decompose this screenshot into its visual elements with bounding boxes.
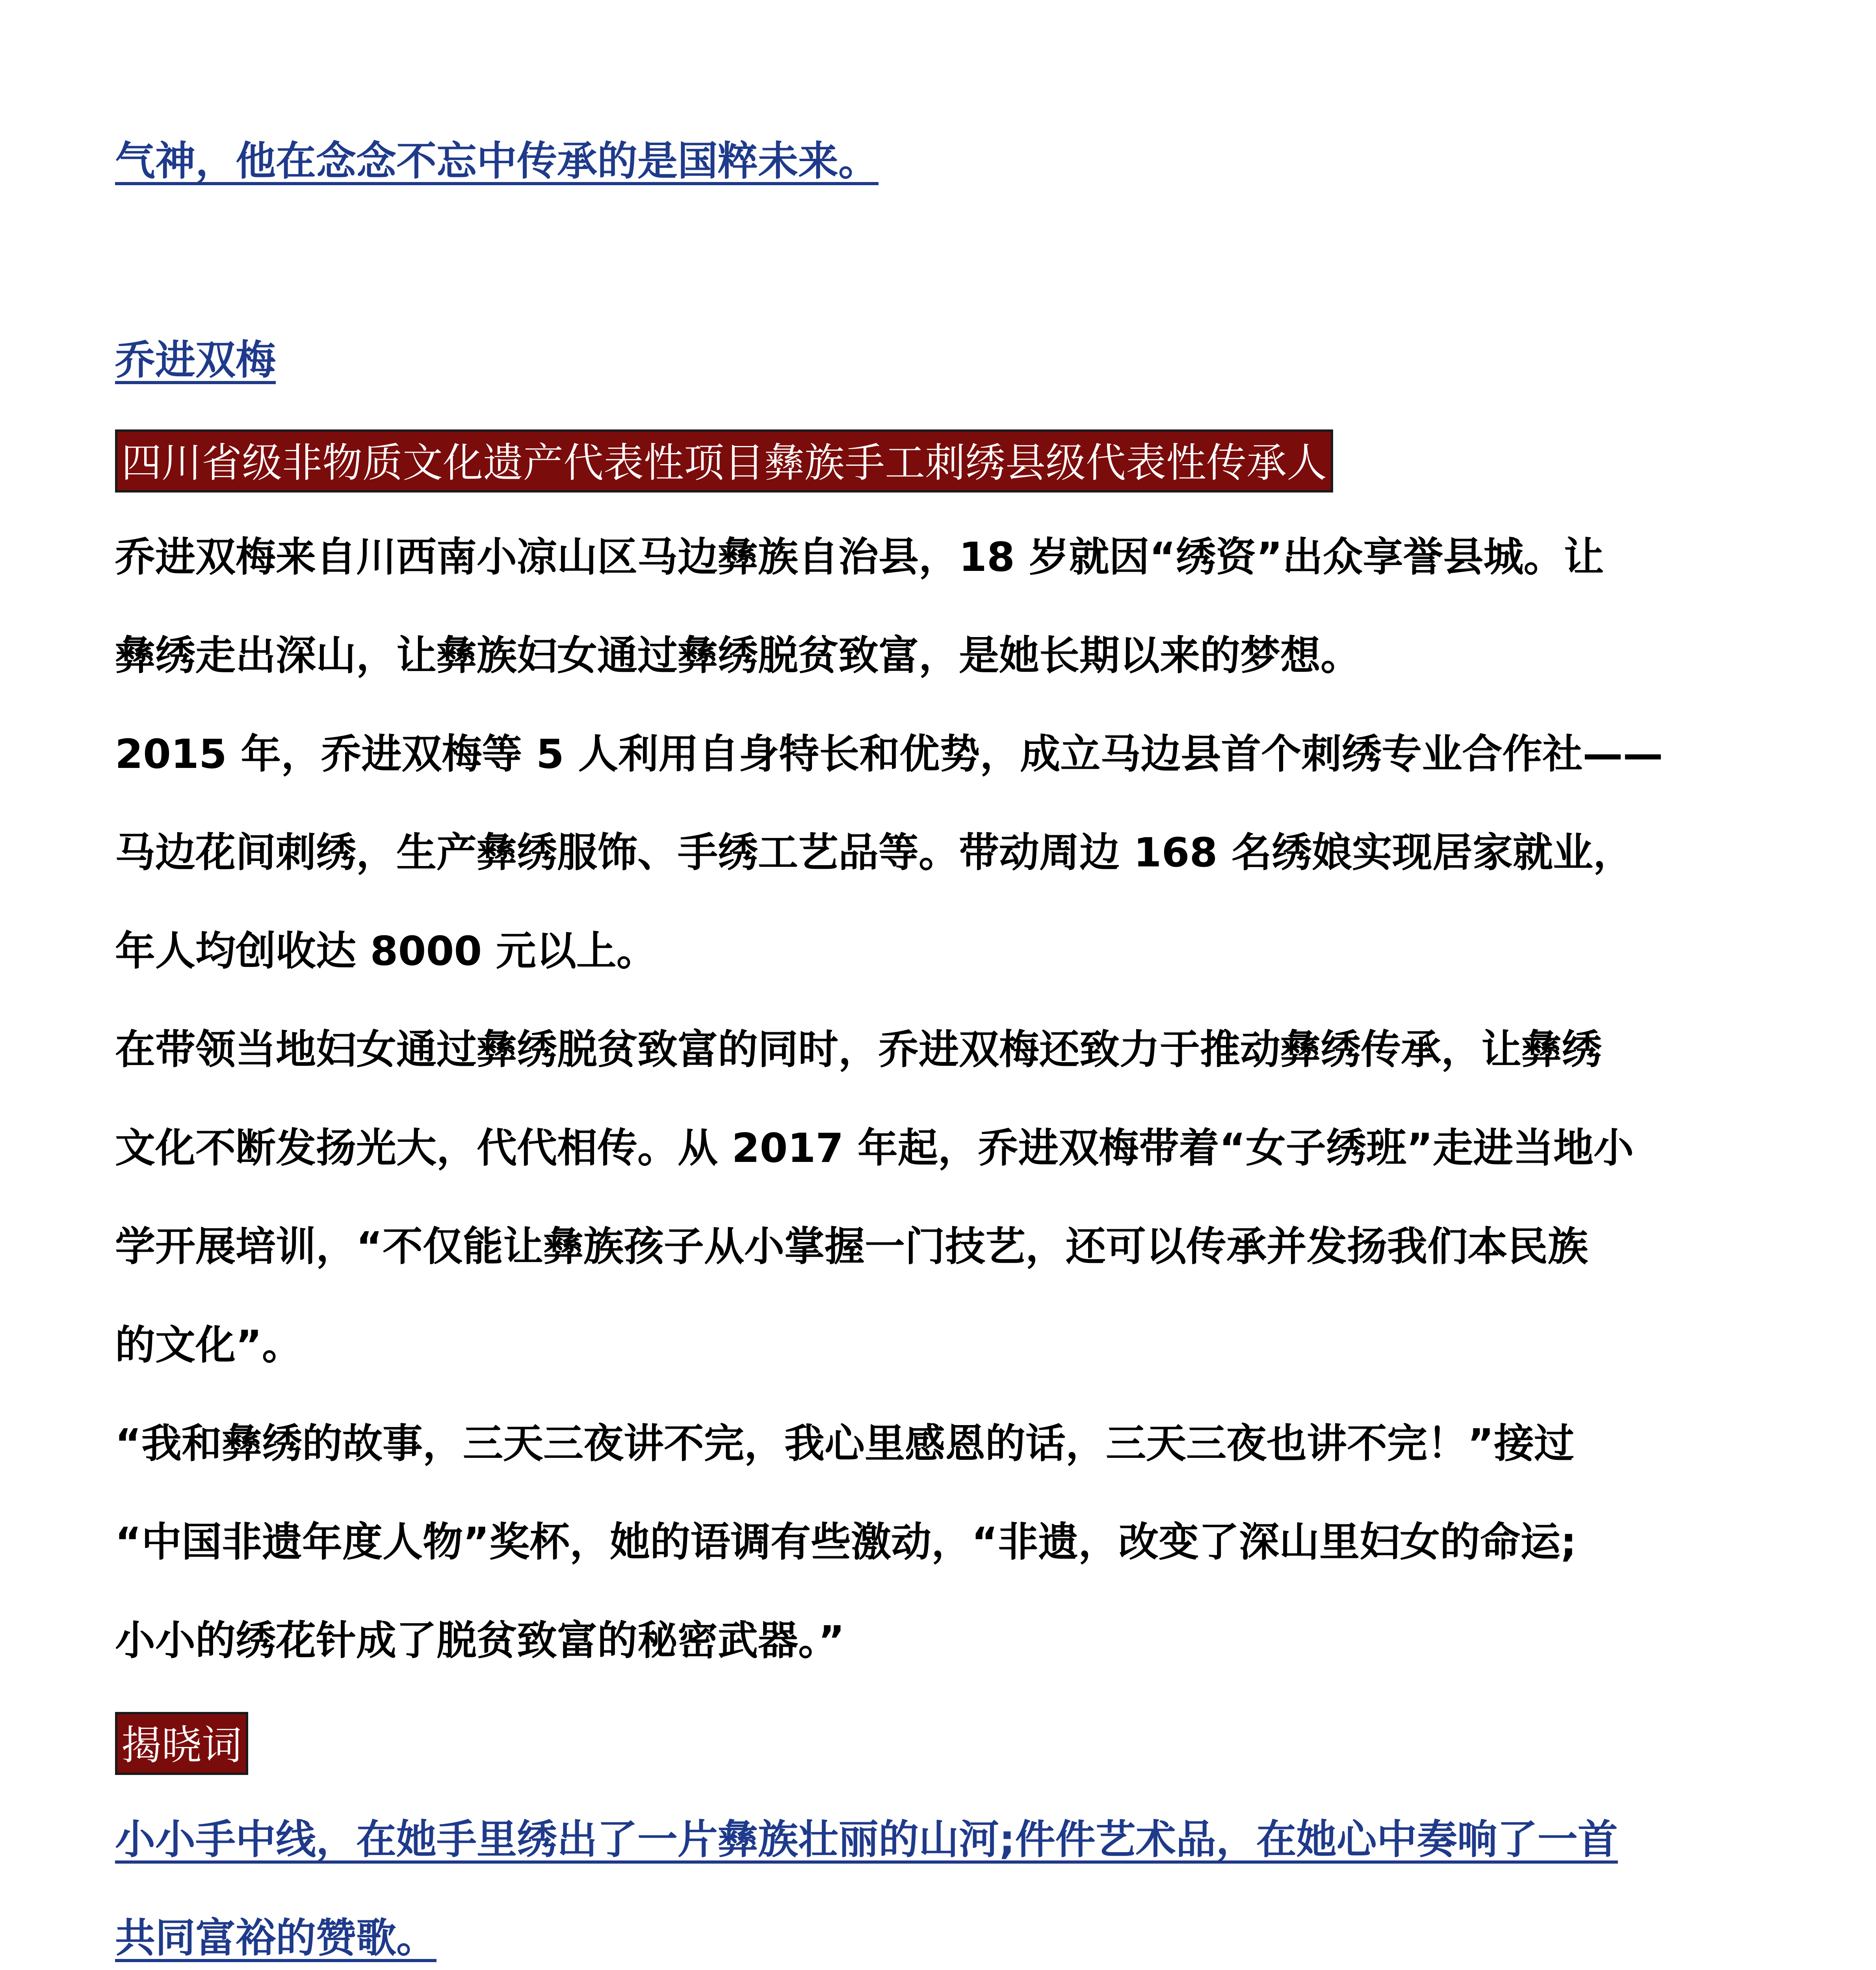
person-name-heading[interactable]: 乔进双梅 — [115, 337, 276, 384]
paragraph-line: 彝绣走出深山，让彝族妇女通过彝绣脱贫致富，是她长期以来的梦想。 — [115, 632, 1361, 679]
paragraph-line: 学开展培训，“不仅能让彝族孩子从小掌握一门技艺，还可以传承并发扬我们本民族 — [115, 1223, 1588, 1270]
intro-closing-link[interactable]: 气神，他在念念不忘中传承的是国粹未来。 — [115, 138, 879, 185]
reveal-text-link[interactable]: 共同富裕的赞歌。 — [115, 1915, 436, 1962]
paragraph-line: 年人均创收达 8000 元以上。 — [115, 928, 657, 975]
paragraph-line: 的文化”。 — [115, 1322, 303, 1369]
paragraph-line: 小小的绣花针成了脱贫致富的秘密武器。” — [115, 1617, 845, 1664]
reveal-text-link[interactable]: 小小手中线，在她手里绣出了一片彝族壮丽的山河;件件艺术品，在她心中奏响了一首 — [115, 1816, 1618, 1863]
person-title-banner: 四川省级非物质文化遗产代表性项目彝族手工刺绣县级代表性传承人 — [115, 429, 1333, 492]
reveal-label-banner: 揭晓词 — [115, 1712, 248, 1775]
paragraph-line: “我和彝绣的故事，三天三夜讲不完，我心里感恩的话，三天三夜也讲不完！”接过 — [115, 1420, 1575, 1467]
paragraph-line: 乔进双梅来自川西南小凉山区马边彝族自治县，18 岁就因“绣资”出众享誉县城。让 — [115, 534, 1604, 581]
paragraph-line: 马边花间刺绣，生产彝绣服饰、手绣工艺品等。带动周边 168 名绣娘实现居家就业， — [115, 829, 1633, 876]
paragraph-line: “中国非遗年度人物”奖杯，她的语调有些激动，“非遗，改变了深山里妇女的命运; — [115, 1519, 1577, 1566]
paragraph-line: 在带领当地妇女通过彝绣脱贫致富的同时，乔进双梅还致力于推动彝绣传承，让彝绣 — [115, 1026, 1602, 1073]
paragraph-line: 文化不断发扬光大，代代相传。从 2017 年起，乔进双梅带着“女子绣班”走进当地小 — [115, 1125, 1634, 1172]
paragraph-line: 2015 年，乔进双梅等 5 人利用自身特长和优势，成立马边县首个刺绣专业合作社—— — [115, 731, 1663, 778]
